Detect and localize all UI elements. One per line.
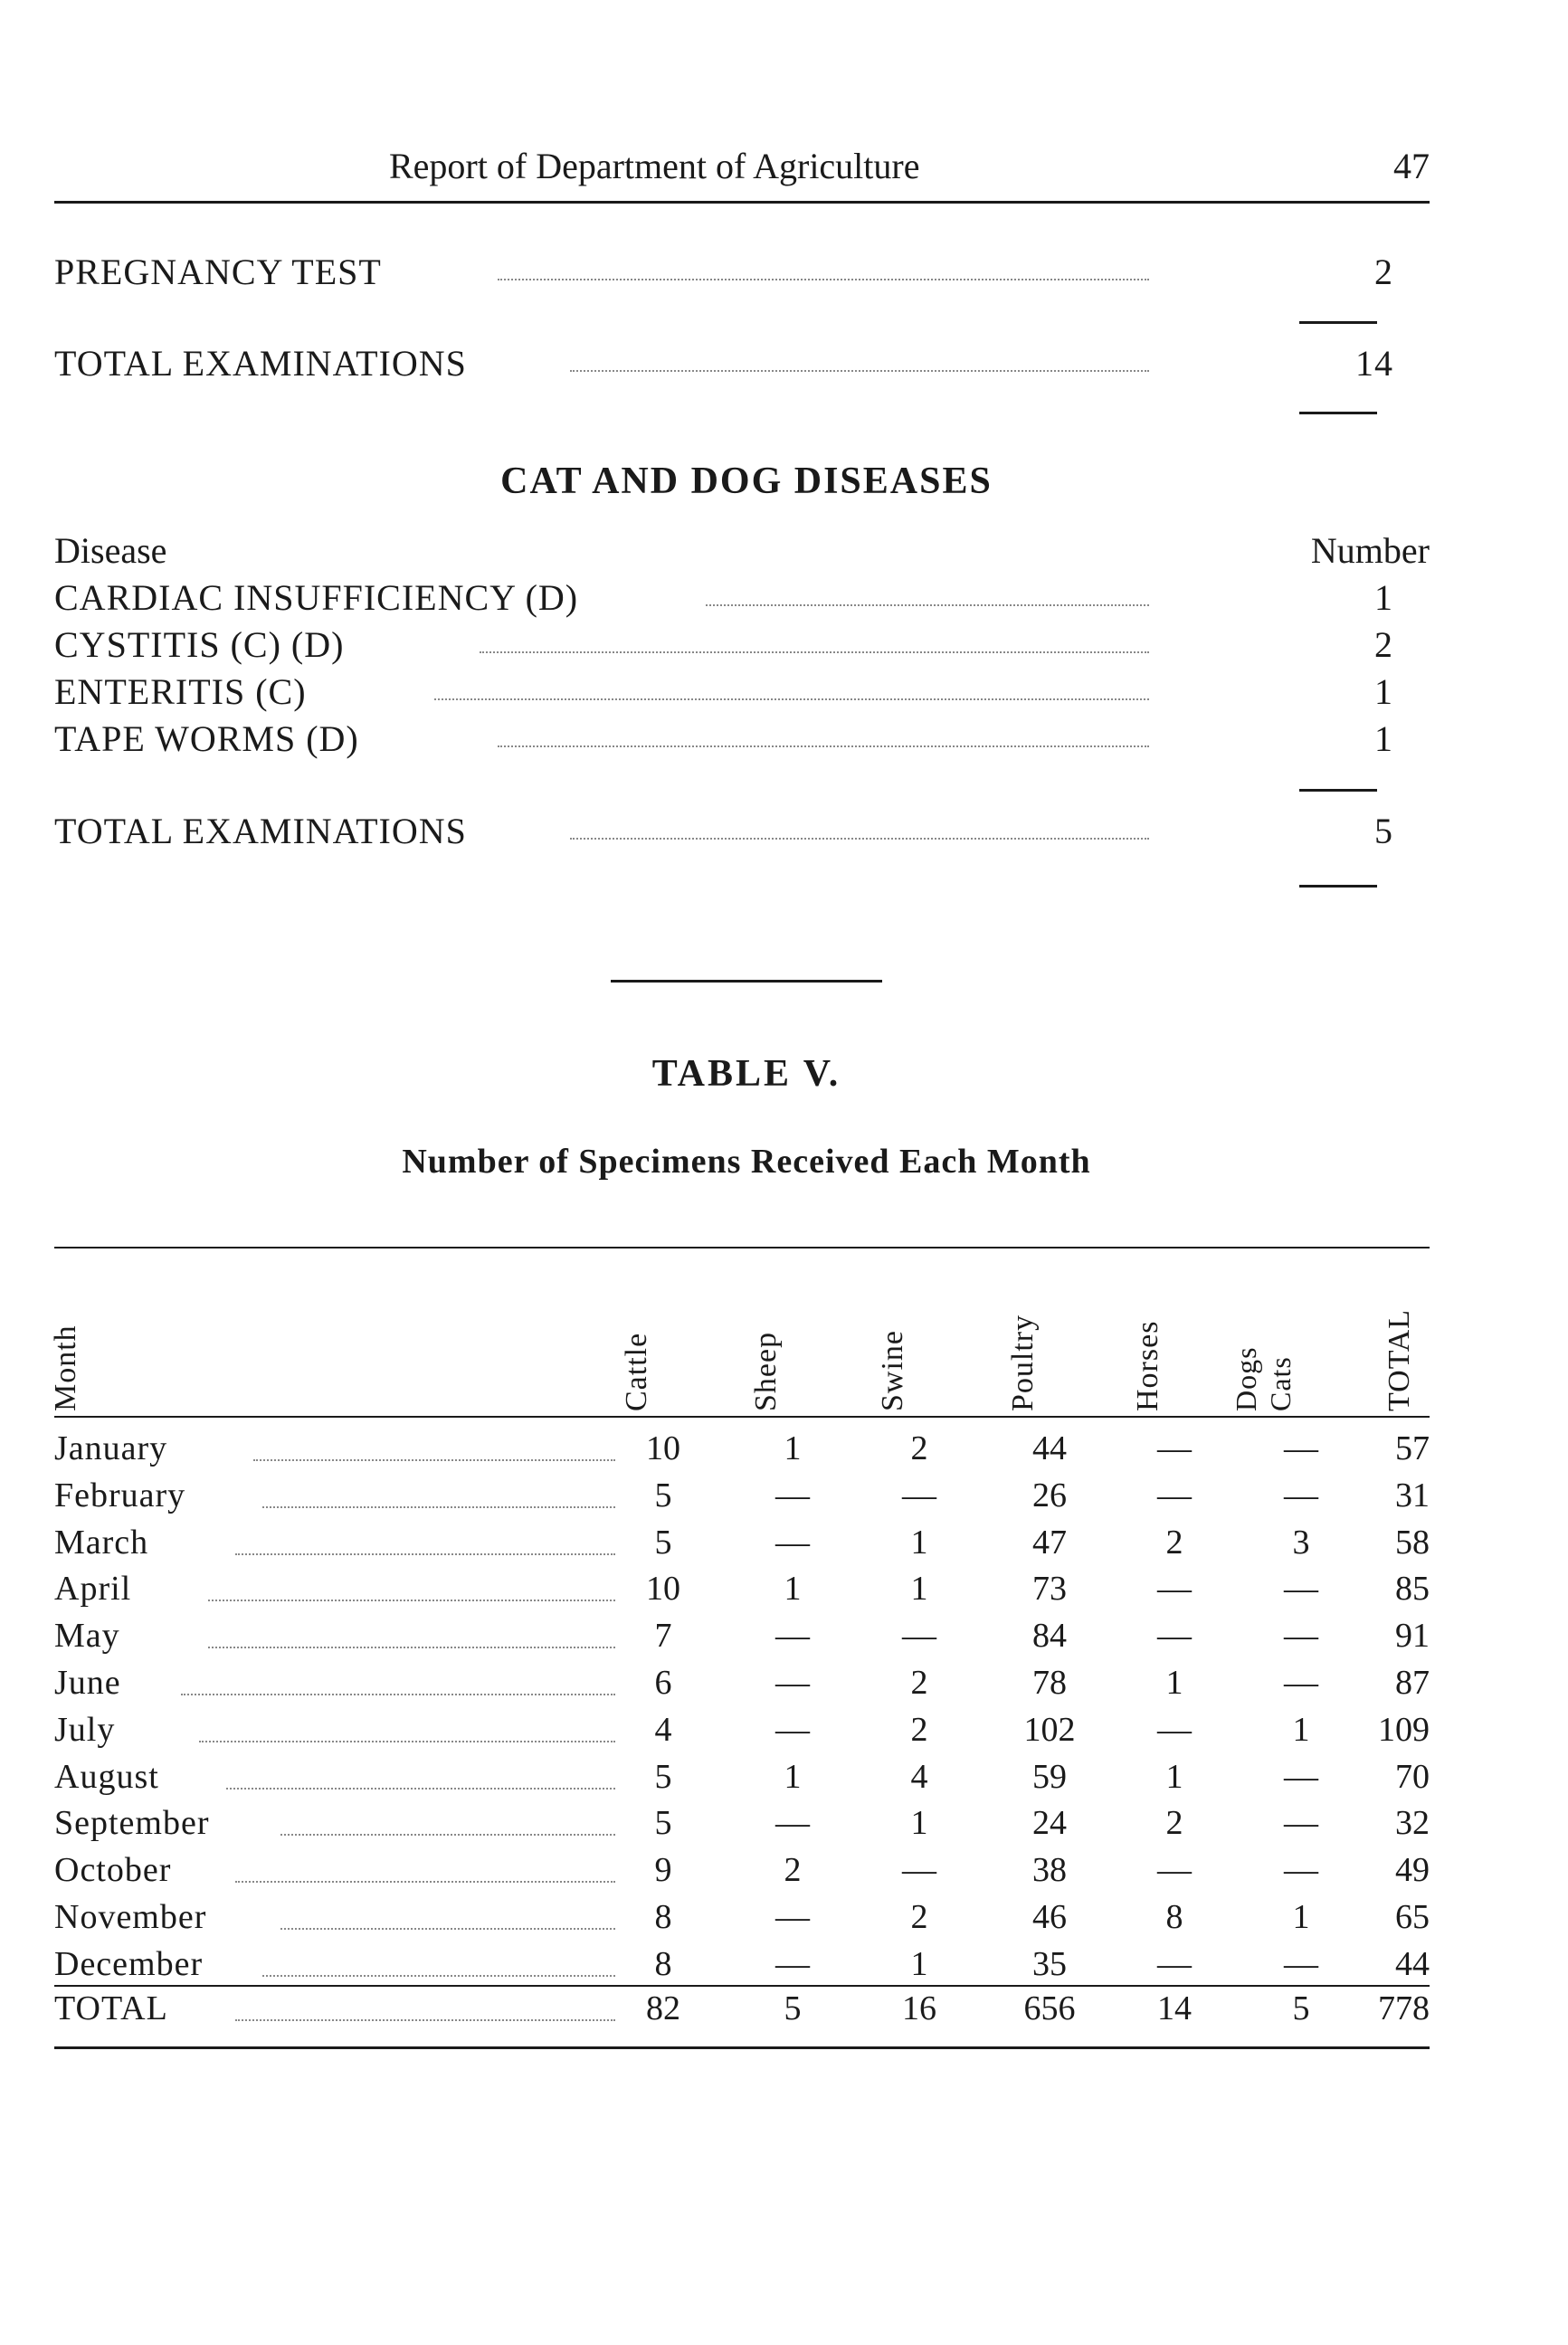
swine-cell: 2 [910, 1710, 928, 1749]
table-total-row [54, 1989, 1430, 2036]
leader-dots [280, 1928, 615, 1930]
month-cell: April [54, 1570, 132, 1609]
dogs-cats-cell: 1 [1292, 1898, 1310, 1936]
month-cell: February [54, 1476, 186, 1514]
swine-cell: 4 [910, 1757, 928, 1796]
row-total-cell: 91 [1395, 1617, 1430, 1656]
swine-cell: — [902, 1617, 936, 1656]
total-examinations-value: 14 [1355, 343, 1393, 384]
disease-count: 2 [1374, 624, 1393, 665]
cattle-cell: 7 [654, 1617, 672, 1656]
dogs-cats-cell: — [1284, 1429, 1318, 1467]
row-total-cell: 65 [1395, 1898, 1430, 1936]
leader-dots [226, 1788, 615, 1790]
row-total-cell: 57 [1395, 1429, 1430, 1467]
table-row [54, 1523, 1430, 1570]
sheep-cell: 1 [784, 1757, 802, 1796]
column-header-horses: Horses [1131, 1320, 1164, 1411]
leader-dots [280, 1834, 615, 1836]
sheep-cell: — [775, 1476, 810, 1514]
cattle-cell: 4 [654, 1710, 672, 1749]
total-swine: 16 [902, 1989, 936, 2027]
column-header-sheep: Sheep [749, 1331, 783, 1411]
disease-label: CYSTITIS (C) (D) [54, 624, 345, 665]
section-heading: CAT AND DOG DISEASES [500, 460, 993, 502]
section-divider [611, 980, 882, 983]
table-row [54, 1429, 1430, 1476]
swine-cell: 1 [910, 1944, 928, 1983]
swine-cell: 1 [910, 1523, 928, 1562]
poultry-cell: 24 [1032, 1804, 1067, 1843]
total-cattle: 82 [646, 1989, 680, 2027]
total-horses: 14 [1157, 1989, 1192, 2027]
horses-cell: 1 [1165, 1664, 1183, 1702]
dogs-cats-cell: 1 [1292, 1710, 1310, 1749]
total-grand: 778 [1378, 1989, 1430, 2027]
month-cell: May [54, 1617, 120, 1656]
swine-cell: 2 [910, 1429, 928, 1467]
month-cell: October [54, 1851, 172, 1890]
poultry-cell: 59 [1032, 1757, 1067, 1796]
table-row [54, 1476, 1430, 1523]
sheep-cell: — [775, 1804, 810, 1843]
total-sheep: 5 [784, 1989, 802, 2027]
sheep-cell: — [775, 1664, 810, 1702]
column-header-cattle: Cattle [620, 1332, 653, 1411]
pregnancy-test-value: 2 [1374, 252, 1393, 292]
dogs-cats-cell: — [1284, 1570, 1318, 1609]
poultry-cell: 44 [1032, 1429, 1067, 1467]
poultry-cell: 35 [1032, 1944, 1067, 1983]
table-subtitle: Number of Specimens Received Each Month [402, 1143, 1091, 1181]
cattle-cell: 5 [654, 1757, 672, 1796]
table-row [54, 1803, 1430, 1850]
header-title: Report of Department of Agriculture [389, 146, 920, 186]
horses-cell: 1 [1165, 1757, 1183, 1796]
leader-dots [262, 1506, 615, 1508]
row-total-cell: 58 [1395, 1523, 1430, 1562]
total-examinations-line-1 [54, 342, 1430, 387]
horses-cell: — [1157, 1851, 1192, 1890]
horses-cell: — [1157, 1617, 1192, 1656]
sheep-cell: 1 [784, 1570, 802, 1609]
table-row [54, 1757, 1430, 1804]
horses-cell: 8 [1165, 1898, 1183, 1936]
total-rule [1299, 412, 1377, 414]
horses-cell: — [1157, 1570, 1192, 1609]
horses-cell: — [1157, 1944, 1192, 1983]
cattle-cell: 8 [654, 1944, 672, 1983]
disease-label: TAPE WORMS (D) [54, 718, 359, 759]
disease-column-header: Disease [54, 530, 167, 571]
dogs-cats-cell: 3 [1292, 1523, 1310, 1562]
swine-cell: 1 [910, 1570, 928, 1609]
table-top-rule [54, 1247, 1430, 1248]
cattle-cell: 9 [654, 1851, 672, 1890]
leader-dots [253, 1459, 615, 1461]
row-total-cell: 31 [1395, 1476, 1430, 1514]
total-examinations-value: 5 [1374, 811, 1393, 851]
poultry-cell: 46 [1032, 1898, 1067, 1936]
table-row [54, 1897, 1430, 1944]
total-row-label: TOTAL [54, 1989, 168, 2027]
month-cell: March [54, 1523, 149, 1562]
page-number: 47 [1393, 146, 1430, 186]
disease-label: ENTERITIS (C) [54, 671, 307, 712]
table-row [54, 1850, 1430, 1897]
horses-cell: — [1157, 1710, 1192, 1749]
row-total-cell: 44 [1395, 1944, 1430, 1983]
cattle-cell: 5 [654, 1804, 672, 1843]
disease-label: CARDIAC INSUFFICIENCY (D) [54, 577, 579, 618]
poultry-cell: 84 [1032, 1617, 1067, 1656]
sheep-cell: — [775, 1617, 810, 1656]
leader-dots [480, 651, 1149, 653]
poultry-cell: 26 [1032, 1476, 1067, 1514]
cattle-cell: 8 [654, 1898, 672, 1936]
row-total-cell: 32 [1395, 1804, 1430, 1843]
dogs-cats-cell: — [1284, 1757, 1318, 1796]
cattle-cell: 6 [654, 1664, 672, 1702]
leader-dots [199, 1741, 615, 1742]
total-rule [1299, 885, 1377, 888]
total-examinations-label: TOTAL EXAMINATIONS [54, 811, 467, 851]
number-column-header: Number [1310, 530, 1430, 571]
sheep-cell: — [775, 1523, 810, 1562]
row-total-cell: 70 [1395, 1757, 1430, 1796]
dogs-cats-cell: — [1284, 1476, 1318, 1514]
swine-cell: 2 [910, 1898, 928, 1936]
month-cell: January [54, 1429, 168, 1467]
poultry-cell: 102 [1023, 1710, 1076, 1749]
table-bottom-rule [54, 2046, 1430, 2049]
column-header-swine: Swine [876, 1330, 909, 1411]
row-total-cell: 49 [1395, 1851, 1430, 1890]
sum-rule [1299, 789, 1377, 792]
dogs-cats-cell: — [1284, 1851, 1318, 1890]
leader-dots [235, 1553, 615, 1555]
leader-dots [434, 698, 1149, 700]
horses-cell: 2 [1165, 1523, 1183, 1562]
sheep-cell: — [775, 1898, 810, 1936]
sheep-cell: — [775, 1710, 810, 1749]
table-row [54, 1663, 1430, 1710]
column-header-month: Month [49, 1324, 82, 1411]
pregnancy-test-line [54, 251, 1430, 296]
month-cell: September [54, 1804, 210, 1843]
column-header-poultry: Poultry [1006, 1314, 1040, 1411]
horses-cell: — [1157, 1429, 1192, 1467]
poultry-cell: 47 [1032, 1523, 1067, 1562]
leader-dots [570, 370, 1149, 372]
header-rule [54, 201, 1430, 204]
poultry-cell: 78 [1032, 1664, 1067, 1702]
leader-dots [235, 2019, 615, 2021]
month-cell: June [54, 1664, 121, 1702]
table-title: TABLE V. [651, 1053, 841, 1095]
leader-dots [498, 279, 1149, 280]
leader-dots [181, 1694, 615, 1695]
swine-cell: — [902, 1851, 936, 1890]
sheep-cell: 1 [784, 1429, 802, 1467]
disease-row [54, 623, 1430, 669]
table-row [54, 1616, 1430, 1663]
row-total-cell: 85 [1395, 1570, 1430, 1609]
month-cell: December [54, 1944, 204, 1983]
row-total-cell: 87 [1395, 1664, 1430, 1702]
disease-count: 1 [1374, 577, 1393, 618]
cattle-cell: 5 [654, 1523, 672, 1562]
leader-dots [262, 1975, 615, 1977]
pregnancy-test-label: PREGNANCY TEST [54, 252, 382, 292]
column-header-total: TOTAL [1383, 1308, 1416, 1411]
cattle-cell: 10 [646, 1570, 680, 1609]
cattle-cell: 5 [654, 1476, 672, 1514]
table-row [54, 1569, 1430, 1616]
table-row [54, 1944, 1430, 1991]
leader-dots [570, 838, 1149, 840]
sheep-cell: — [775, 1944, 810, 1983]
month-cell: August [54, 1757, 159, 1796]
swine-cell: 2 [910, 1664, 928, 1702]
poultry-cell: 73 [1032, 1570, 1067, 1609]
disease-count: 1 [1374, 671, 1393, 712]
month-cell: November [54, 1898, 207, 1936]
horses-cell: — [1157, 1476, 1192, 1514]
cattle-cell: 10 [646, 1429, 680, 1467]
table-header-rule [54, 1416, 1430, 1418]
swine-cell: — [902, 1476, 936, 1514]
running-header [54, 145, 1430, 199]
dogs-cats-cell: — [1284, 1944, 1318, 1983]
dogs-cats-cell: — [1284, 1804, 1318, 1843]
horses-cell: 2 [1165, 1804, 1183, 1843]
column-header-cats: Cats [1264, 1356, 1297, 1411]
total-examinations-line-2 [54, 810, 1430, 855]
swine-cell: 1 [910, 1804, 928, 1843]
leader-dots [208, 1647, 615, 1648]
disease-row [54, 717, 1430, 763]
disease-row [54, 670, 1430, 716]
poultry-cell: 38 [1032, 1851, 1067, 1890]
total-poultry: 656 [1023, 1989, 1076, 2027]
month-cell: July [54, 1710, 116, 1749]
total-dogs-cats: 5 [1292, 1989, 1310, 2027]
leader-dots [235, 1881, 615, 1883]
row-total-cell: 109 [1378, 1710, 1430, 1749]
table-total-rule [54, 1985, 1430, 1987]
sum-rule [1299, 321, 1377, 324]
dogs-cats-cell: — [1284, 1664, 1318, 1702]
disease-row [54, 576, 1430, 622]
leader-dots [498, 745, 1149, 747]
total-examinations-label: TOTAL EXAMINATIONS [54, 343, 467, 384]
leader-dots [706, 604, 1149, 606]
disease-count: 1 [1374, 718, 1393, 759]
table-row [54, 1710, 1430, 1757]
dogs-cats-cell: — [1284, 1617, 1318, 1656]
sheep-cell: 2 [784, 1851, 802, 1890]
leader-dots [208, 1600, 615, 1601]
column-header-dogs: Dogs [1230, 1346, 1262, 1411]
